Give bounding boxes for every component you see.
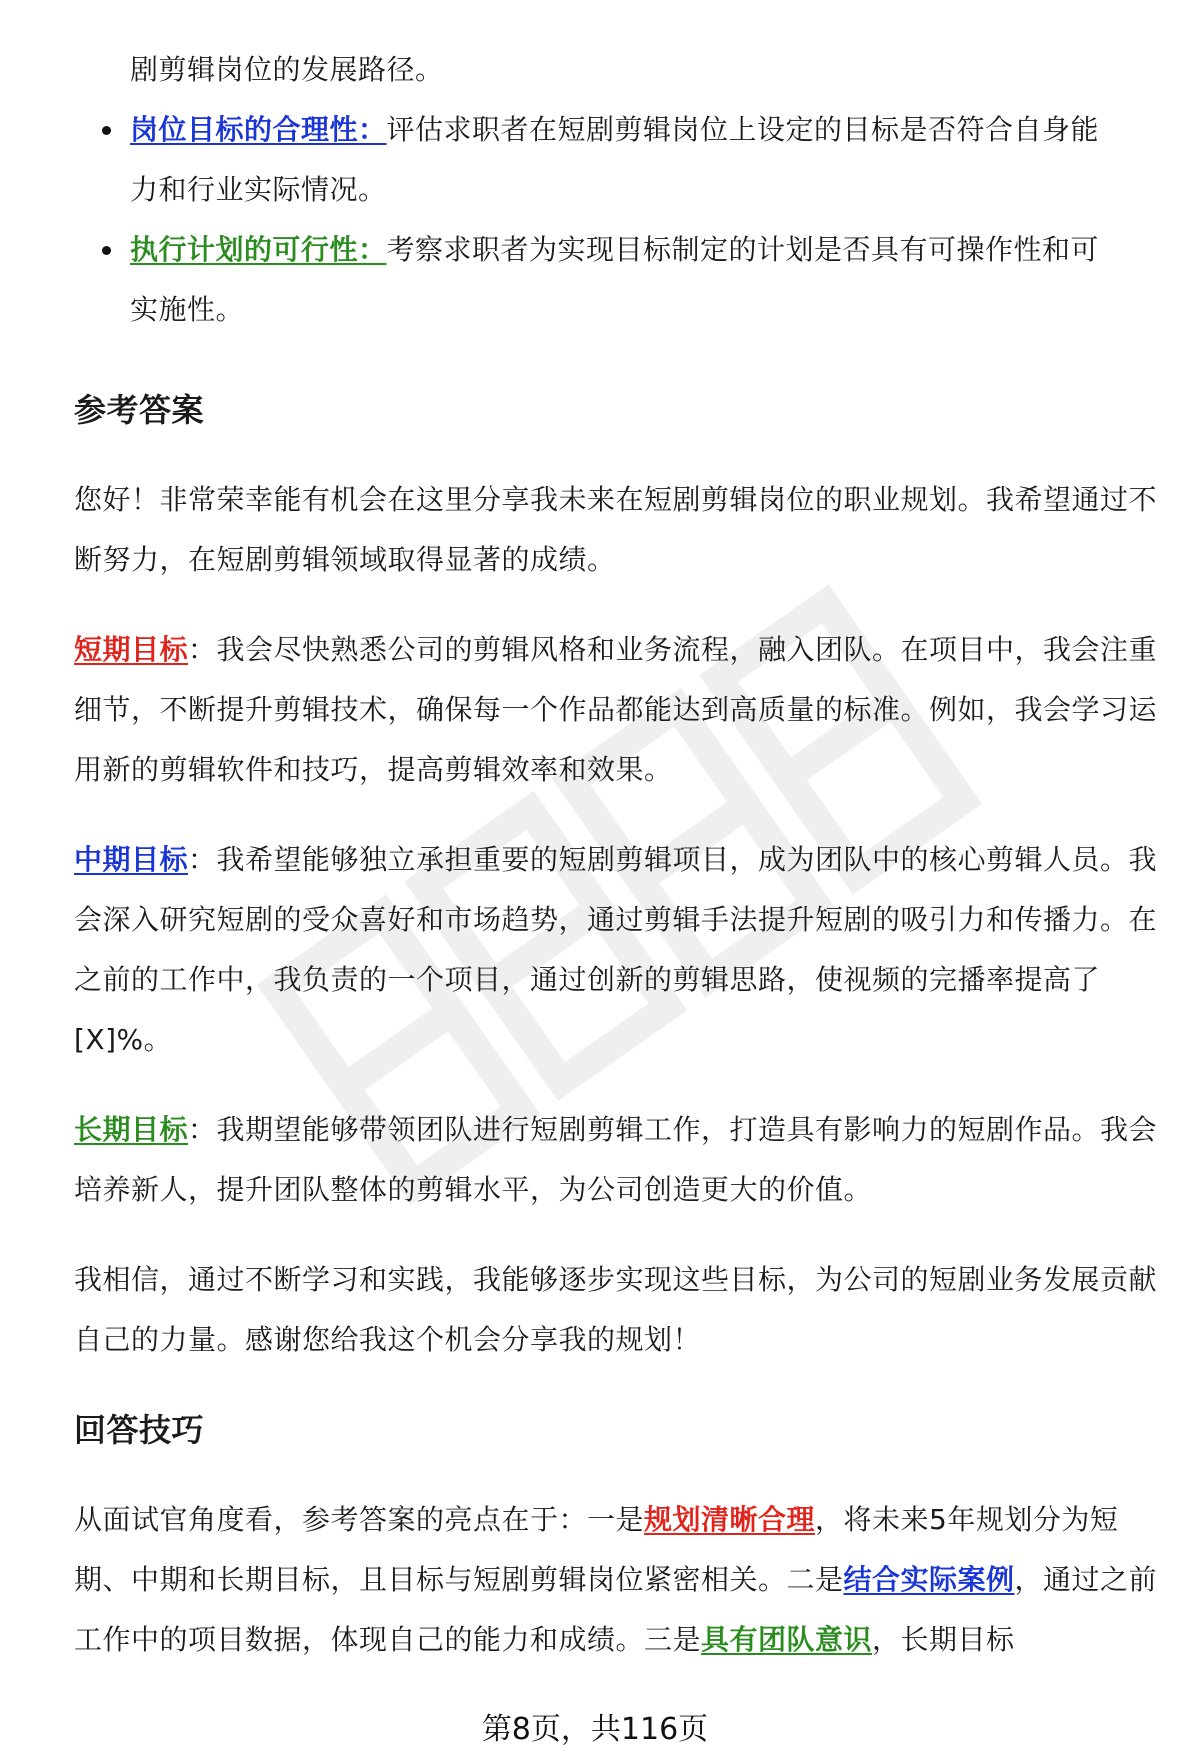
answer-tips-heading: 回答技巧 <box>74 1411 205 1449</box>
tips-text: ，通过之前工作中的项目数据，体现自己的能力和成绩。三是 <box>74 1563 1158 1656</box>
answer-intro: 您好！非常荣幸能有机会在这里分享我未来在短剧剪辑岗位的职业规划。我希望通过不断努力，在短剧剪辑领域取得显著的成绩。 <box>74 483 1158 576</box>
criteria-text: 评估求职者在短剧剪辑岗位上设定的目标是否符合自身能 <box>386 113 1100 146</box>
criteria-list <box>74 100 1164 340</box>
tips-text: ，长期目标 <box>872 1623 1015 1656</box>
answer-mid-term <box>74 830 1164 1070</box>
tips-highlight-clear-plan: 规划清晰合理 <box>644 1503 816 1536</box>
criteria-text: 考察求职者为实现目标制定的计划是否具有可操作性和可 <box>386 233 1100 266</box>
criteria-text-cont: 力和行业实际情况。 <box>130 173 387 206</box>
mid-term-text: ：我希望能够独立承担重要的短剧剪辑项目，成为团队中的核心剪辑人员。我会深入研究短剧的受众喜好和市场趋势，通过剪辑手法提升短剧的吸引力和传播力。在之前的工作中，我负责的一个项目，通过创新的剪辑思路，使视频的完播率提高了[X]%。 <box>74 843 1158 1056</box>
long-term-label: 长期目标 <box>74 1113 189 1146</box>
tips-highlight-team-spirit: 具有团队意识 <box>701 1623 873 1656</box>
answer-long-term <box>74 1100 1164 1220</box>
bullet-icon <box>102 126 111 135</box>
short-term-text: ：我会尽快熟悉公司的剪辑风格和业务流程，融入团队。在项目中，我会注重细节，不断提升剪辑技术，确保每一个作品都能达到高质量的标准。例如，我会学习运用新的剪辑软件和技巧，提高剪辑效率和效果。 <box>74 633 1158 786</box>
criteria-label: 执行计划的可行性： <box>130 233 387 266</box>
criteria-label: 岗位目标的合理性： <box>130 113 387 146</box>
document-body <box>74 40 1164 1670</box>
tips-text: 从面试官角度看，参考答案的亮点在于：一是 <box>74 1503 645 1536</box>
criteria-text-cont: 实施性。 <box>130 293 245 326</box>
tips-paragraph <box>74 1490 1164 1670</box>
answer-short-term <box>74 620 1164 800</box>
tips-highlight-real-cases: 结合实际案例 <box>843 1563 1015 1596</box>
long-term-text: ：我期望能够带领团队进行短剧剪辑工作，打造具有影响力的短剧作品。我会培养新人，提升团队整体的剪辑水平，为公司创造更大的价值。 <box>74 1113 1158 1206</box>
bullet-icon <box>102 246 111 255</box>
mid-term-label: 中期目标 <box>74 843 189 876</box>
answer-closing: 我相信，通过不断学习和实践，我能够逐步实现这些目标，为公司的短剧业务发展贡献自己的力量。感谢您给我这个机会分享我的规划！ <box>74 1263 1158 1356</box>
criteria-item-goal-reasonableness <box>74 100 1164 220</box>
short-term-label: 短期目标 <box>74 633 189 666</box>
reference-answer-heading: 参考答案 <box>74 391 205 429</box>
criteria-item-plan-feasibility <box>74 220 1164 340</box>
page-number-footer: 第8页，共116页 <box>481 1712 709 1747</box>
tips-text: ，将未来5年规划分为短期、中期和长期目标，且目标与短剧剪辑岗位紧密相关。二是 <box>74 1503 1119 1596</box>
continuation-line: 剧剪辑岗位的发展路径。 <box>130 53 444 86</box>
